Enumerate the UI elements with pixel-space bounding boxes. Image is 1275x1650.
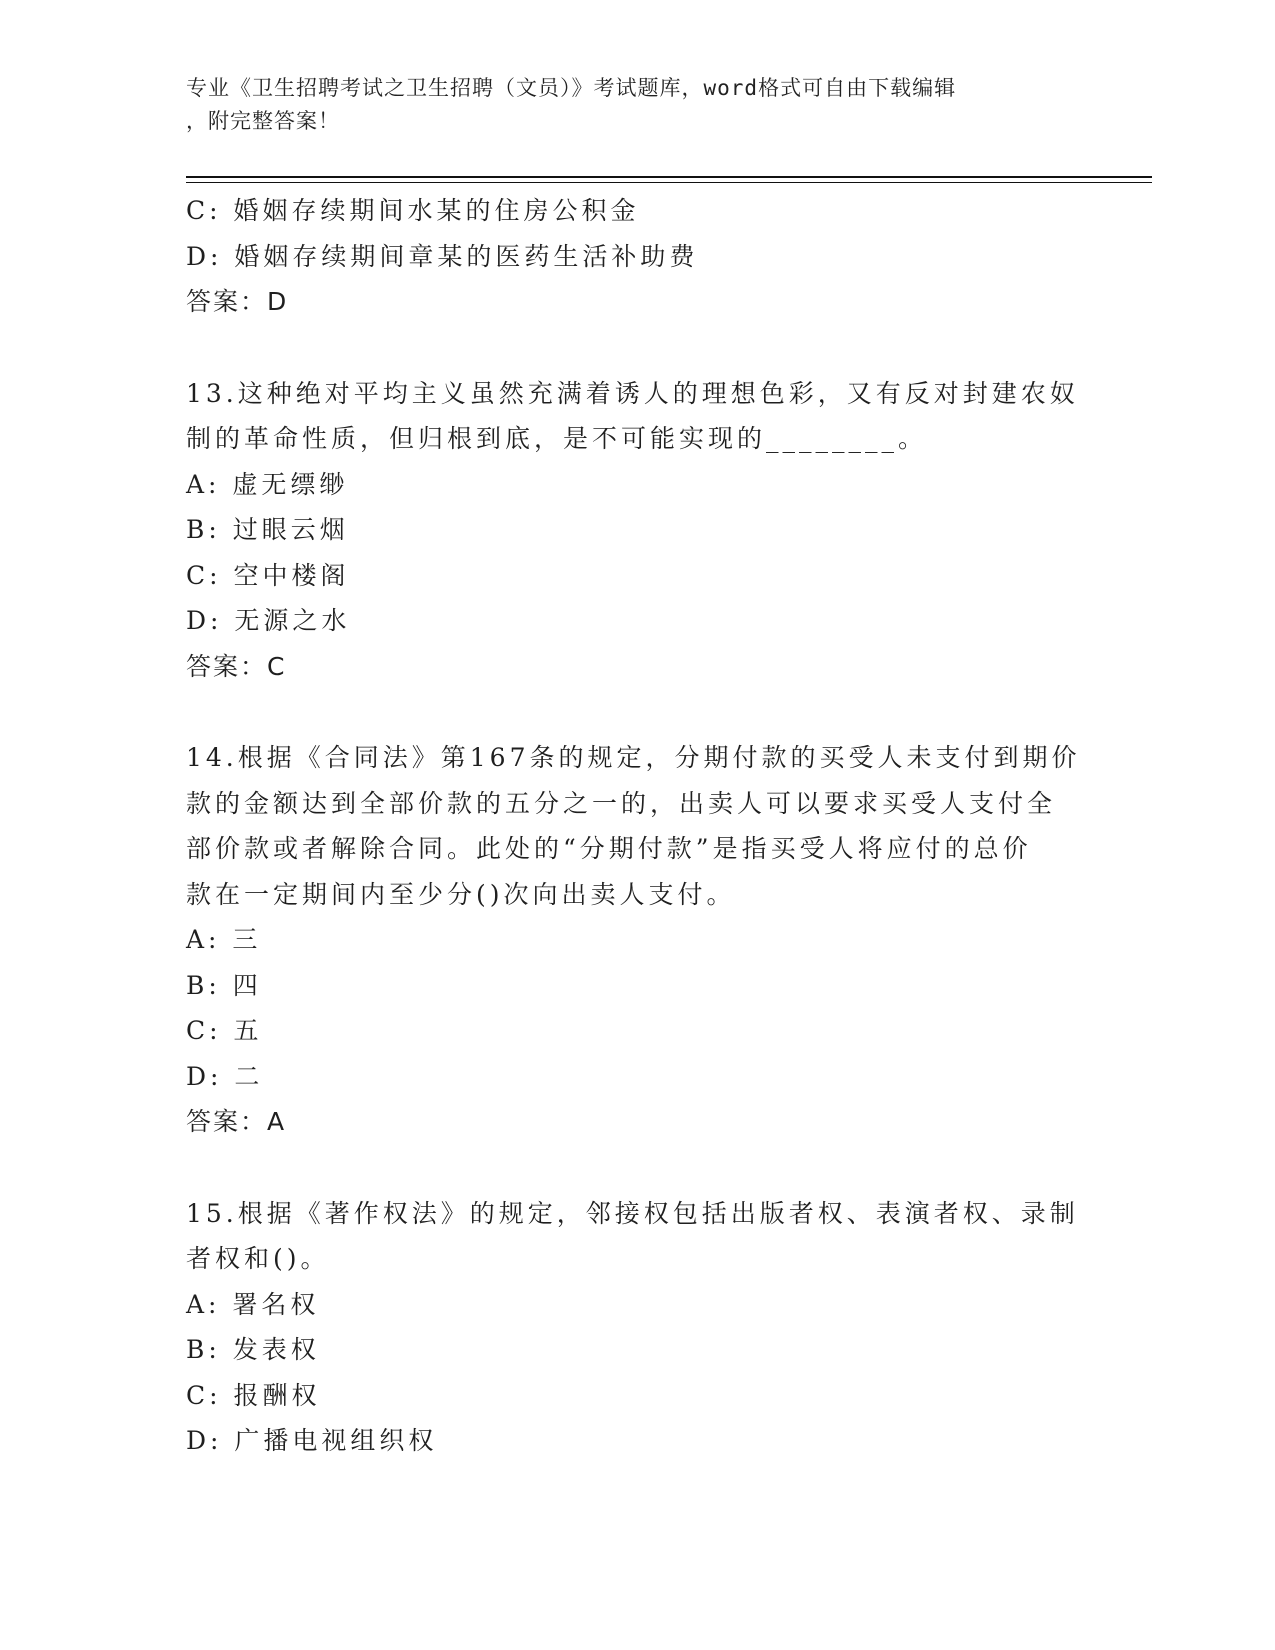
answer: 答案：A bbox=[186, 1107, 287, 1136]
option-c: C: 婚姻存续期间水某的住房公积金 bbox=[186, 196, 640, 225]
question-stem-line: 部价款或者解除合同。此处的“分期付款”是指买受人将应付的总价 bbox=[186, 834, 1032, 863]
question-stem-line: 者权和()。 bbox=[186, 1244, 330, 1273]
header-rule-thin bbox=[186, 182, 1152, 183]
answer: 答案：D bbox=[186, 287, 289, 316]
option-b: B: 过眼云烟 bbox=[186, 515, 349, 544]
option-d: D: 广播电视组织权 bbox=[186, 1426, 438, 1455]
option-a: A: 虚无缥缈 bbox=[186, 469, 349, 499]
question-stem-line: 款的金额达到全部价款的五分之一的，出卖人可以要求买受人支付全 bbox=[186, 788, 1057, 818]
option-b: B: 发表权 bbox=[186, 1335, 320, 1364]
option-d: D: 二 bbox=[186, 1061, 264, 1091]
question-14 bbox=[186, 735, 1086, 1145]
question-list bbox=[186, 188, 1086, 1464]
question-stem-line: 15.根据《著作权法》的规定，邻接权包括出版者权、表演者权、录制 bbox=[186, 1198, 1079, 1228]
option-a: A: 三 bbox=[186, 925, 262, 954]
option-a: A: 署名权 bbox=[186, 1289, 320, 1319]
spacer bbox=[186, 325, 1086, 371]
spacer bbox=[186, 1145, 1086, 1191]
question-stem-line: 13.这种绝对平均主义虽然充满着诱人的理想色彩，又有反对封建农奴 bbox=[186, 378, 1079, 408]
question-stem-line: 款在一定期间内至少分()次向出卖人支付。 bbox=[186, 879, 736, 909]
option-d: D: 无源之水 bbox=[186, 606, 351, 635]
question-stem-line: 制的革命性质，但归根到底，是不可能实现的________。 bbox=[186, 424, 928, 453]
header-line-2: ，附完整答案！ bbox=[186, 109, 340, 133]
option-c: C: 空中楼阁 bbox=[186, 560, 350, 590]
option-d: D: 婚姻存续期间章某的医药生活补助费 bbox=[186, 241, 699, 271]
header-line-1: 专业《卫生招聘考试之卫生招聘（文员）》考试题库，word格式可自由下载编辑 bbox=[186, 76, 957, 100]
option-c: C: 五 bbox=[186, 1016, 263, 1045]
spacer bbox=[186, 689, 1086, 735]
question-13 bbox=[186, 371, 1086, 690]
answer: 答案：C bbox=[186, 651, 287, 681]
document-header bbox=[186, 72, 1066, 138]
question-stem-line: 14.根据《合同法》第167条的规定，分期付款的买受人未支付到期价 bbox=[186, 743, 1081, 772]
option-b: B: 四 bbox=[186, 970, 262, 1000]
question-12-tail bbox=[186, 188, 1086, 325]
question-15 bbox=[186, 1191, 1086, 1464]
header-rule-thick bbox=[186, 176, 1152, 178]
option-c: C: 报酬权 bbox=[186, 1380, 321, 1410]
